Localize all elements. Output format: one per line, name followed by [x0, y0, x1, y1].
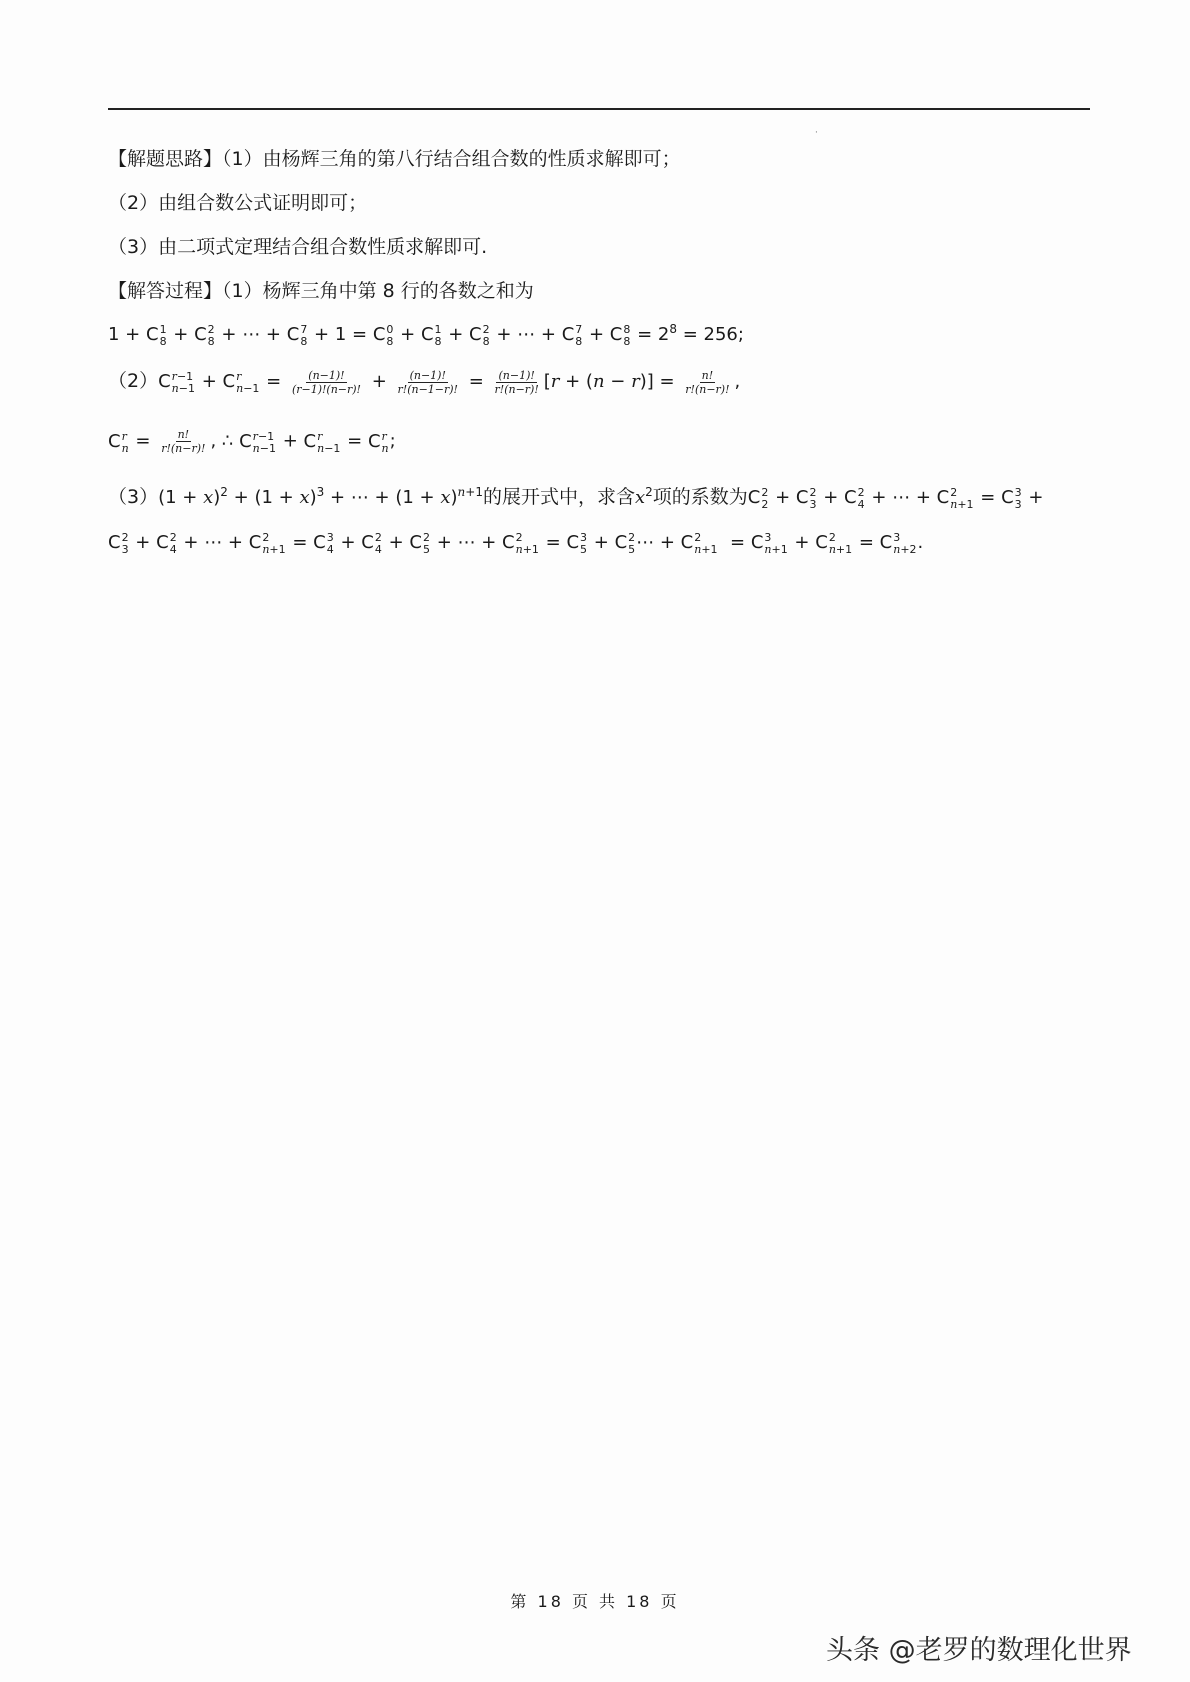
equation-2: （2）C r−1 n−1 + C r n−1 = $\frac{(n-1)!}{(r-1)!(n-r)!}$ + $\frac{(n-1)!}{r!(n-1-r)!}$ = $\frac{(n-1)!}{r!(n-r)!}$ [r + (n − r)] = $\frac{n!}{r!(n-r)!}$ ,: [108, 368, 741, 396]
hint-item-2: （2）由组合数公式证明即可；: [108, 192, 368, 214]
part-3-text-2: 项的系数为: [652, 486, 748, 508]
solution-item-1: （1）杨辉三角中第 8 行的各数之和为: [222, 280, 534, 302]
solution-line-1: [108, 278, 534, 304]
part-2-label: （2）: [108, 370, 159, 392]
solution-label: 【解答过程】: [108, 280, 223, 302]
hint-line-2: [108, 190, 367, 216]
stray-mark: ·: [815, 128, 818, 138]
equation-5: C 2 3 + C 2 4 + ⋯ + C 2 n+1 = C 3 4 + C 2 4 + C 2 5 + ⋯ + C 2 n+1 = C 3 5 + C 2 5 ⋯ + C 2 n+1 = C 3 n+1 + C 2 n+1 = C 3 n+2 .: [108, 531, 924, 556]
equation-3: C r n = $\frac{n!}{r!(n-r)!}$ , ∴ C r−1 n−1 + C r n−1 = C r n ;: [108, 428, 396, 455]
equation-4: $(3)(1 + x)^2 + (1 + x)^3$ + ⋯ + $(1 + x)^{n+1}$的展开式中，求含$x^2$项的系数为C 2 2 + C 2 3 + C 2 4 + ⋯ + C 2 n+1 = C 3 3 +: [108, 485, 1044, 511]
hint-line-1: [108, 146, 681, 172]
page-footer: 第 18 页 共 18 页: [510, 1592, 680, 1611]
equation-1: 1 + C 1 8 + C 2 8 + ⋯ + C 7 8 + 1 = C 0 8 + C 1 8 + C 2 8 + ⋯ + C 7 8 + C 8 8 = $2^8 = 256$;: [108, 322, 744, 348]
watermark: 头条 @老罗的数理化世界: [826, 1635, 1132, 1666]
hint-label: 【解题思路】: [108, 148, 223, 170]
header-rule: [108, 108, 1090, 110]
part-3-text-1: 的展开式中，求含: [482, 486, 635, 508]
hint-line-3: [108, 234, 487, 260]
hint-item-1: （1）由杨辉三角的第八行结合组合数的性质求解即可；: [222, 148, 681, 170]
part-3-label: （3）: [108, 486, 159, 508]
hint-item-3: （3）由二项式定理结合组合数性质求解即可.: [108, 236, 488, 258]
therefore-symbol: ∴: [221, 430, 234, 452]
